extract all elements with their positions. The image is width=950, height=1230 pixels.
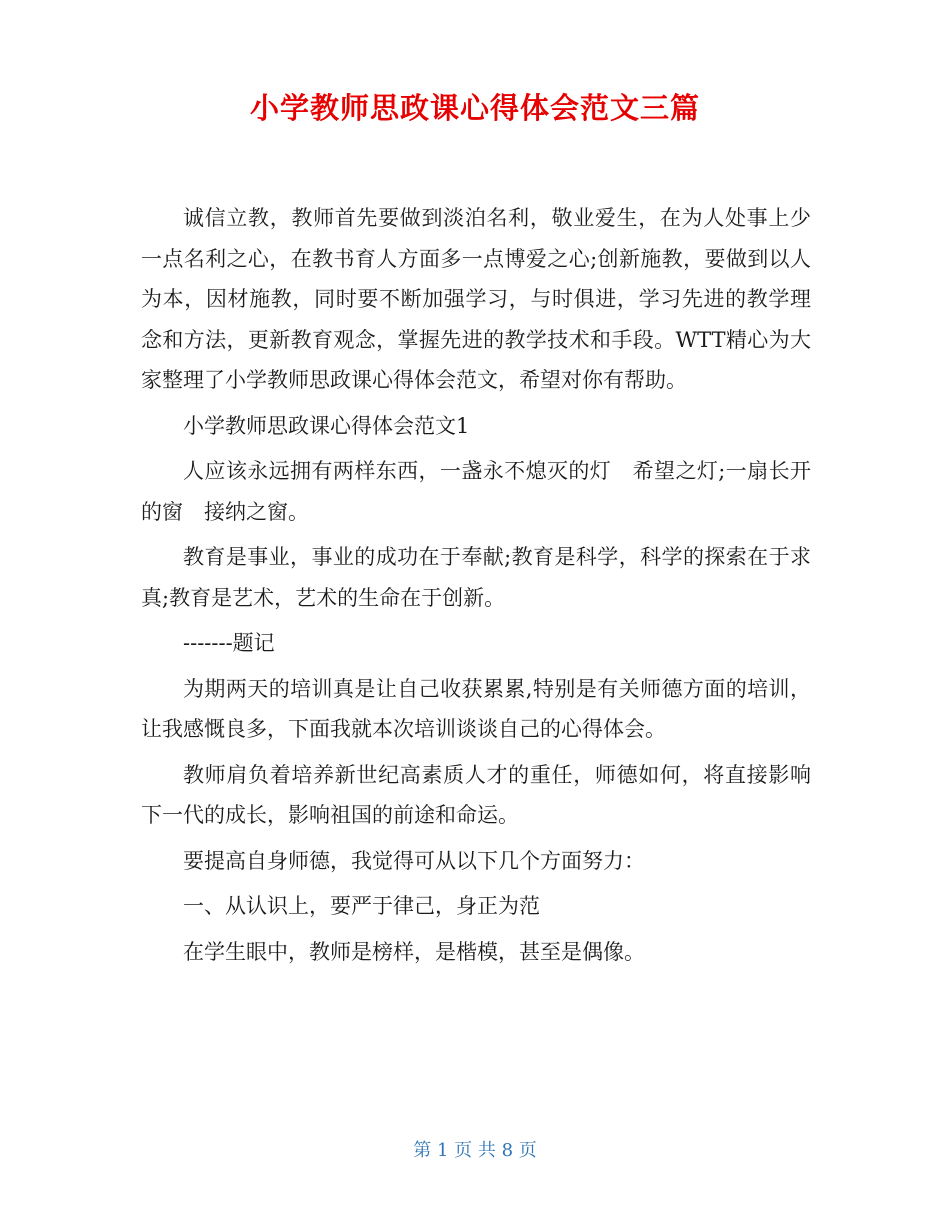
paragraph-point-one: 一、从认识上，要严于律己，身正为范 xyxy=(183,894,540,918)
page-number-footer: 第 1 页 共 8 页 xyxy=(413,1140,537,1161)
paragraph-improve-ethics: 要提高自身师德，我觉得可从以下几个方面努力： xyxy=(183,848,645,873)
paragraph-training: 为期两天的培训真是让自己收获累累,特别是有关师德方面的培训，让我感慨良多，下面我就本次培训谈谈自己的心得体会。 xyxy=(141,676,811,741)
paragraph-quote-lamp: 人应该永远拥有两样东西，一盏永不熄灭的灯 希望之灯;一扇长开的窗 接纳之窗。 xyxy=(141,459,811,524)
paragraph-role-model: 在学生眼中，教师是榜样，是楷模，甚至是偶像。 xyxy=(183,939,645,964)
paragraph-quote-education: 教育是事业，事业的成功在于奉献;教育是科学，科学的探索在于求真;教育是艺术，艺术的生命在于创新。 xyxy=(141,545,811,610)
document-body xyxy=(141,198,811,977)
paragraph-epigraph-source: -------题记 xyxy=(183,631,275,655)
document-title: 小学教师思政课心得体会范文三篇 xyxy=(249,91,700,125)
paragraph-section-heading: 小学教师思政课心得体会范文1 xyxy=(183,413,470,438)
paragraph-intro: 诚信立教，教师首先要做到淡泊名利，敬业爱生，在为人处事上少一点名利之心，在教书育人方面多一点博爱之心;创新施教，要做到以人为本，因材施教，同时要不断加强学习，与时俱进，学习先进的教学理念和方法，更新教育观念，掌握先进的教学技术和手段。WTT精心为大家整理了小学教师思政课心得体会范文，希望对你有帮助。 xyxy=(141,206,811,392)
paragraph-responsibility: 教师肩负着培养新世纪高素质人才的重任，师德如何，将直接影响下一代的成长，影响祖国的前途和命运。 xyxy=(141,762,811,827)
